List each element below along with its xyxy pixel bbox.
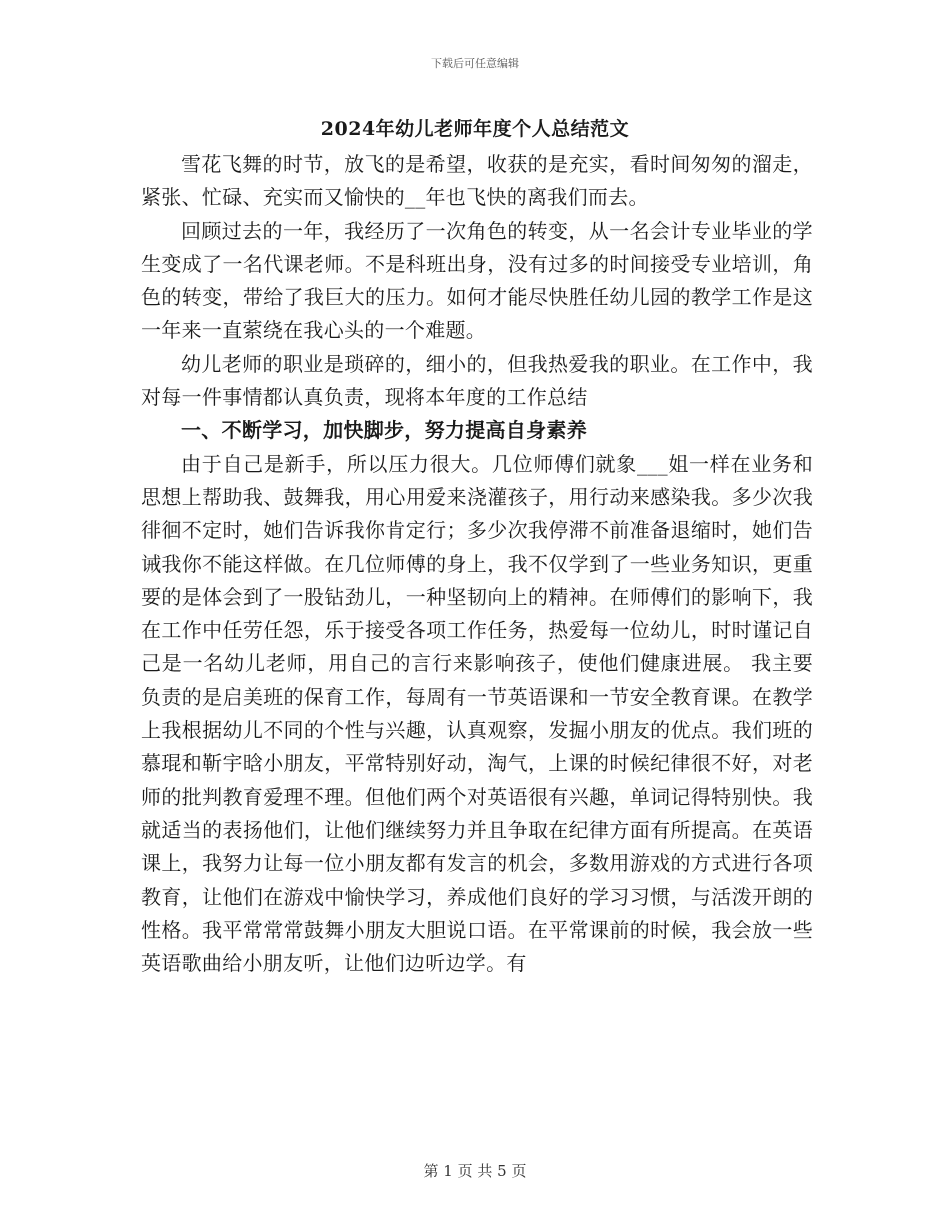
- page-header-note: 下载后可任意编辑: [431, 57, 519, 70]
- paragraph-section-body: 由于自己是新手，所以压力很大。几位师傅们就象___姐一样在业务和思想上帮助我、鼓舞我，用心用爱来浇灌孩子，用行动来感染我。多少次我徘徊不定时，她们告诉我你肯定行；多少次我停滞不前准备退缩时，她们告诫我你不能这样做。在几位师傅的身上，我不仅学到了一些业务知识，更重要的是体会到了一股钻劲儿，一种坚韧向上的精神。在师傅们的影响下，我在工作中任劳任怨，乐于接受各项工作任务，热爱每一位幼儿，时时谨记自己是一名幼儿老师，用自己的言行来影响孩子，使他们健康进展。 我主要负责的是启美班的保育工作，每周有一节英语课和一节安全教育课。在教学上我根据幼儿不同的个性与兴趣，认真观察，发掘小朋友的优点。我们班的慕琨和靳宇晗小朋友，平常特别好动，淘气，上课的时候纪律很不好，对老师的批判教育爱理不理。但他们两个对英语很有兴趣，单词记得特别快。我就适当的表扬他们，让他们继续努力并且争取在纪律方面有所提高。在英语课上，我努力让每一位小朋友都有发言的机会，多数用游戏的方式进行各项教育，让他们在游戏中愉快学习，养成他们良好的学习习惯，与活泼开朗的性格。我平常常常鼓舞小朋友大胆说口语。在平常课前的时候，我会放一些英语歌曲给小朋友听，让他们边听边学。有: [141, 451, 813, 976]
- paragraph-intro: 雪花飞舞的时节，放飞的是希望，收获的是充实，看时间匆匆的溜走，紧张、忙碌、充实而又愉快的__年也飞快的离我们而去。: [141, 152, 813, 210]
- document-title: 2024年幼儿老师年度个人总结范文: [320, 118, 630, 140]
- section-heading: 一、不断学习，加快脚步，努力提高自身素养: [181, 418, 587, 443]
- document-body: [141, 148, 813, 980]
- page-number-footer: 第 1 页 共 5 页: [423, 1162, 527, 1180]
- paragraph-career: 幼儿老师的职业是琐碎的，细小的，但我热爱我的职业。在工作中，我对每一件事情都认真负责，现将本年度的工作总结: [141, 351, 813, 410]
- paragraph-review: 回顾过去的一年，我经历了一次角色的转变，从一名会计专业毕业的学生变成了一名代课老师。不是科班出身，没有过多的时间接受专业培训，角色的转变，带给了我巨大的压力。如何才能尽快胜任幼儿园的教学工作是这一年来一直萦绕在我心头的一个难题。: [141, 218, 813, 343]
